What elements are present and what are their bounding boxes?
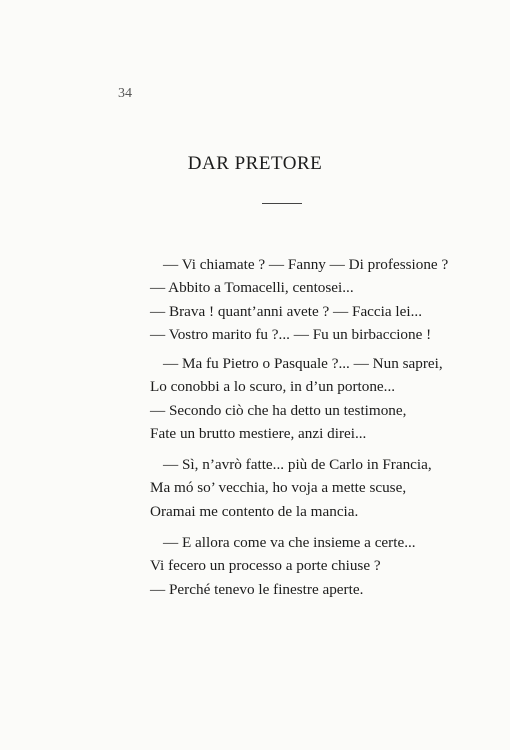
poem-line: — E allora come va che insieme a certe... — [163, 534, 416, 551]
poem-line: — Abbito a Tomacelli, centosei... — [150, 279, 354, 297]
poem-line: — Vi chiamate ? — Fanny — Di professione ? — [163, 256, 449, 273]
poem-line: Lo conobbi a lo scuro, in d’un portone... — [150, 378, 396, 396]
poem-line: Oramai me contento de la mancia. — [150, 502, 359, 520]
poem-line: — Brava ! quant’anni avete ? — Faccia lei... — [150, 302, 422, 320]
poem-title: DAR PRETORE — [187, 153, 323, 174]
poem-line: Fate un brutto mestiere, anzi direi... — [150, 424, 367, 442]
poem-line: Vi fecero un processo a porte chiuse ? — [150, 557, 381, 575]
page-number: 34 — [118, 86, 132, 101]
stanza-1 — [150, 253, 448, 346]
poem-line: Ma mó so’ vecchia, ho voja a mette scuse, — [150, 479, 407, 497]
poem-line: — Secondo ciò che ha detto un testimone, — [150, 401, 407, 419]
poem-line: — Ma fu Pietro o Pasquale ?... — Nun saprei, — [163, 355, 443, 372]
stanza-3 — [150, 453, 432, 523]
stanza-4 — [150, 531, 416, 601]
poem-line: — Perché tenevo le finestre aperte. — [150, 580, 364, 598]
poem-line: — Sì, n’avrò fatte... più de Carlo in Francia, — [163, 456, 432, 473]
stanza-2 — [150, 352, 443, 445]
poem-line: — Vostro marito fu ?... — Fu un birbaccione ! — [150, 325, 432, 343]
